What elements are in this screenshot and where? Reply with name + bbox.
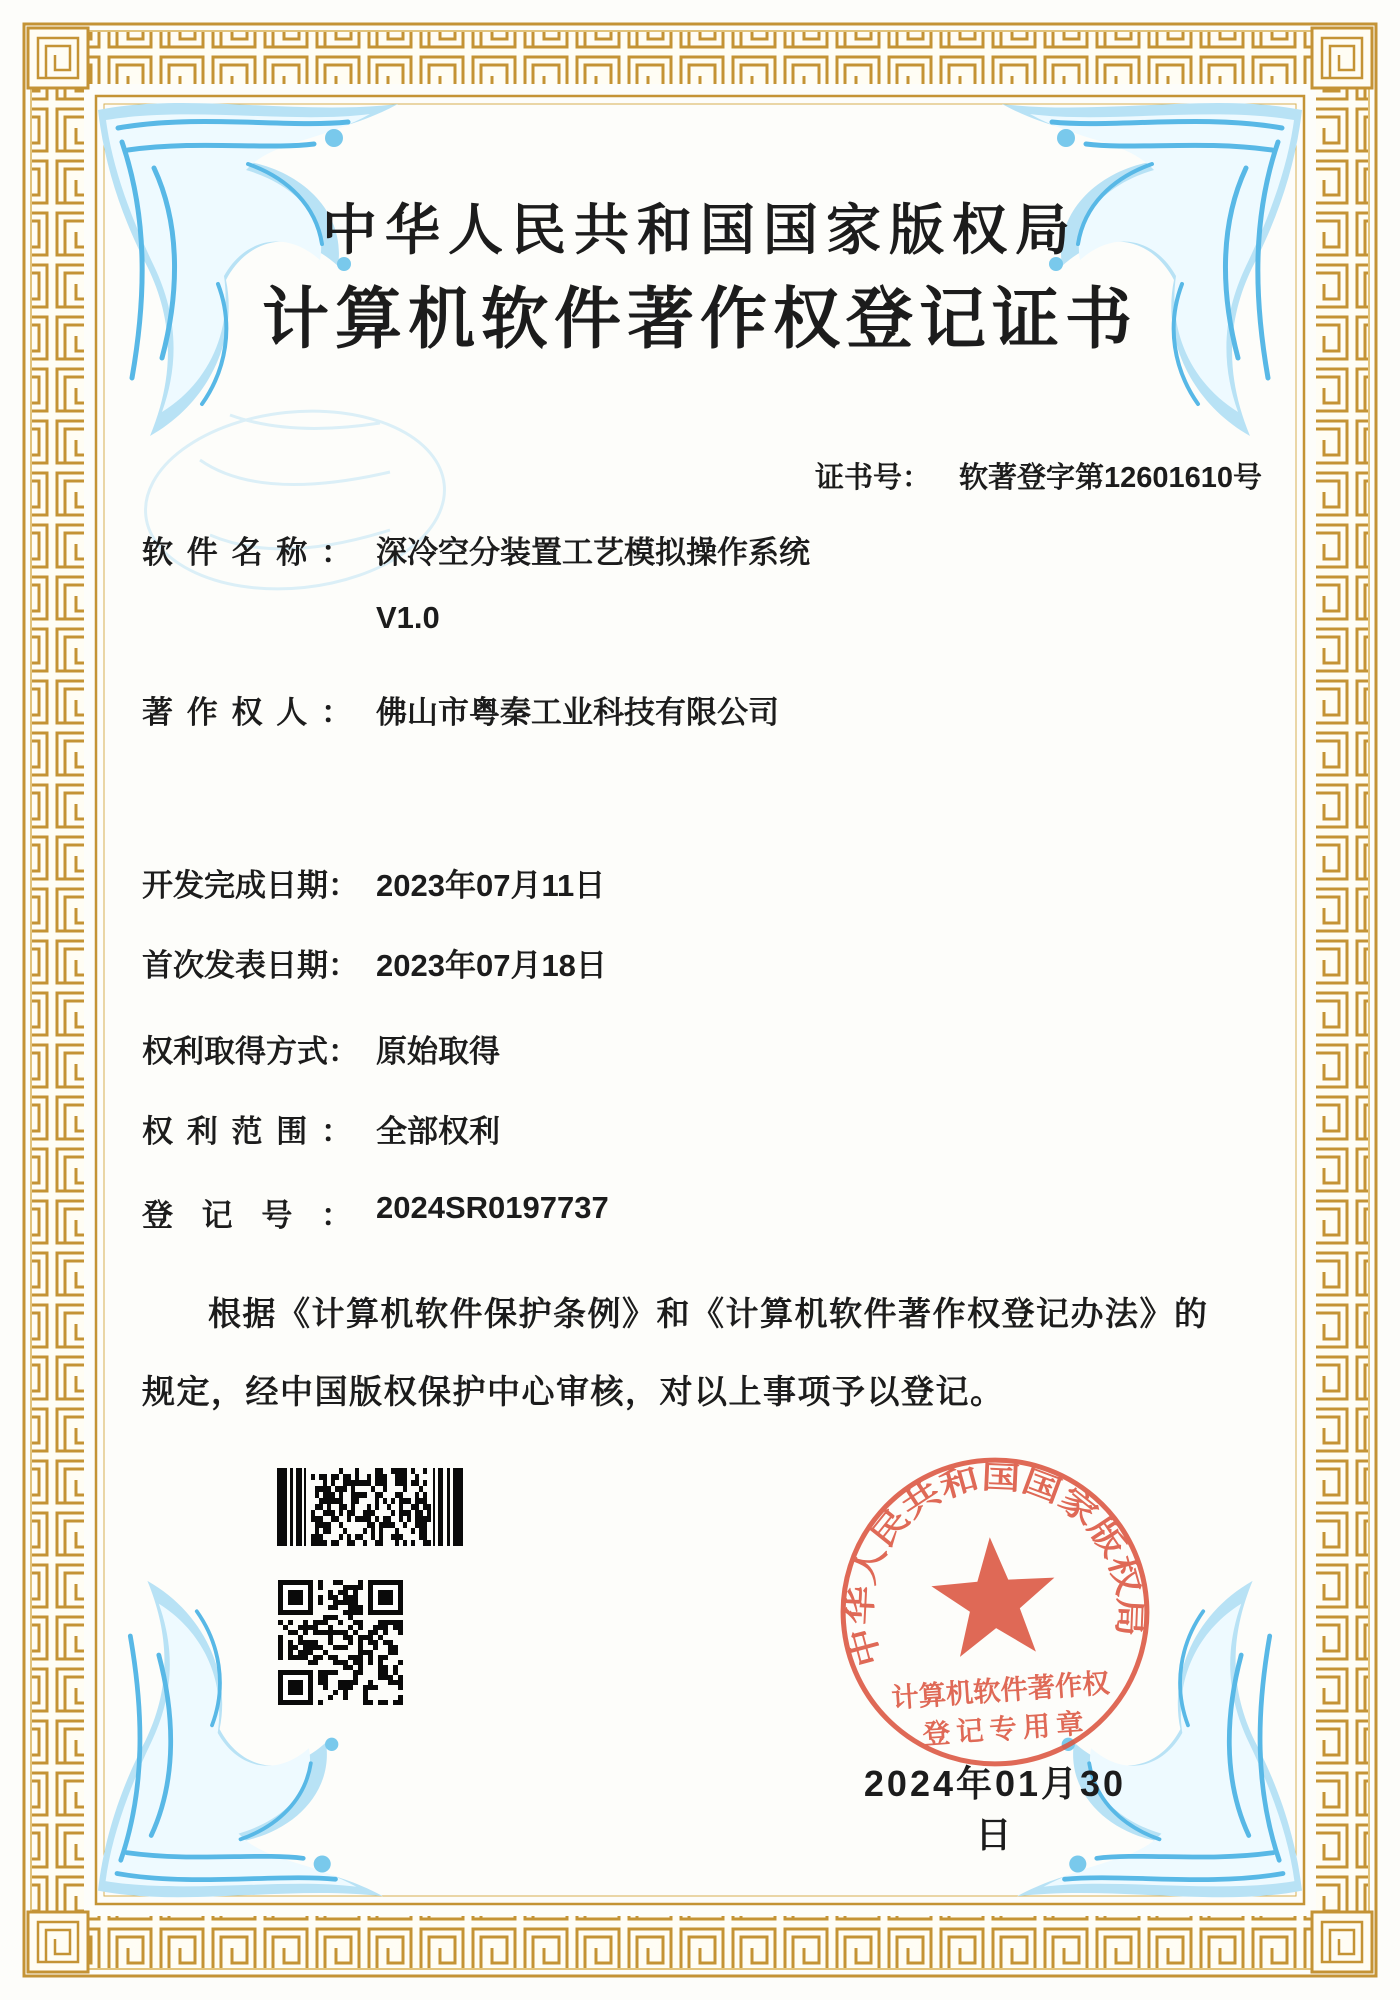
body-text-line2: 规定，经中国版权保护中心审核，对以上事项予以登记。 bbox=[142, 1373, 1005, 1410]
field-value: 2023年07月18日 bbox=[376, 948, 607, 983]
qr-code-icon bbox=[278, 1580, 403, 1705]
certificate-number-label: 证书号： bbox=[814, 462, 931, 494]
seal-inner-line2: 登记专用章 bbox=[921, 1707, 1091, 1750]
field-value: 2024SR0197737 bbox=[376, 1190, 609, 1225]
body-text-line1: 根据《计算机软件保护条例》和《计算机软件著作权登记办法》的 bbox=[208, 1295, 1209, 1332]
seal-inner-line1: 计算机软件著作权 bbox=[890, 1667, 1111, 1714]
certificate-number bbox=[815, 455, 1262, 496]
field-label: 首次发表日期： bbox=[142, 948, 359, 983]
field-value: 原始取得 bbox=[376, 1034, 500, 1069]
field-rights-scope bbox=[142, 1106, 500, 1151]
field-label: 软件名称： bbox=[142, 535, 352, 570]
field-label: 登记号： bbox=[142, 1198, 352, 1233]
issue-date: 2024年01月30日 bbox=[863, 1763, 1127, 1855]
field-value: 全部权利 bbox=[376, 1114, 500, 1149]
field-value bbox=[376, 527, 810, 636]
field-copyright-owner bbox=[142, 687, 779, 732]
official-seal bbox=[822, 1439, 1168, 1785]
pdf417-barcode-icon bbox=[277, 1468, 463, 1546]
software-name-line2: V1.0 bbox=[376, 600, 440, 635]
field-label: 著作权人： bbox=[142, 695, 352, 730]
field-rights-acquisition bbox=[142, 1026, 500, 1071]
field-first-publish-date bbox=[142, 940, 607, 985]
field-registration-number bbox=[142, 1190, 609, 1235]
field-label: 权利取得方式： bbox=[142, 1034, 359, 1069]
field-dev-complete-date bbox=[142, 860, 605, 905]
authority-title: 中华人民共和国国家版权局 bbox=[321, 199, 1078, 261]
certificate-title: 计算机软件著作权登记证书 bbox=[262, 282, 1138, 357]
field-software-name bbox=[142, 527, 810, 636]
field-label: 开发完成日期： bbox=[142, 868, 359, 903]
software-name-line1: 深冷空分装置工艺模拟操作系统 bbox=[376, 535, 810, 570]
certificate-number-value: 软著登字第12601610号 bbox=[958, 462, 1262, 494]
field-label: 权利范围： bbox=[142, 1114, 352, 1149]
field-value: 2023年07月11日 bbox=[376, 868, 606, 903]
red-star-icon bbox=[928, 1533, 1059, 1659]
field-value: 佛山市粤秦工业科技有限公司 bbox=[376, 695, 779, 730]
seal-ring-text: 中华人民共和国国家版权局 bbox=[842, 1459, 1148, 1671]
